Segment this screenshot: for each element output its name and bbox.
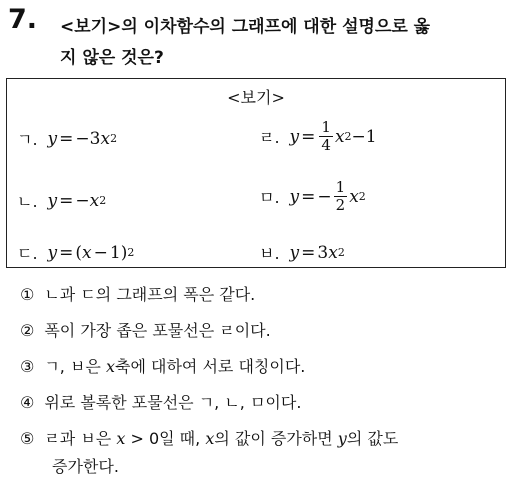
- option-number: ③: [20, 357, 35, 376]
- option-text: > 0일 때,: [125, 429, 206, 448]
- x-var: x: [82, 242, 92, 263]
- x-var: x: [349, 186, 359, 207]
- y-var: y: [289, 242, 300, 263]
- minus: −: [93, 242, 108, 263]
- y-var: y: [289, 186, 300, 207]
- numerator: 1: [321, 118, 331, 136]
- item-label: ㄹ.: [259, 128, 280, 147]
- y-var: y: [47, 128, 58, 149]
- fraction: [319, 119, 333, 154]
- constant: 1: [109, 242, 121, 263]
- item-label: ㄱ.: [17, 130, 38, 149]
- option-number: ②: [20, 321, 35, 340]
- x-var: x: [328, 242, 338, 263]
- option-number: ④: [20, 393, 35, 412]
- equals: =: [301, 186, 316, 207]
- denominator: 4: [321, 136, 331, 154]
- equals: =: [301, 242, 316, 263]
- x-var: x: [116, 429, 126, 448]
- sign: −: [317, 186, 332, 207]
- x-var: x: [334, 126, 345, 147]
- option-2[interactable]: [20, 318, 271, 341]
- option-number: ⑤: [20, 429, 35, 448]
- option-number: ①: [20, 285, 35, 304]
- option-text: 의 값이 증가하면: [214, 429, 338, 448]
- option-text: 폭이 가장 좁은 포물선은 ㄹ이다.: [44, 321, 271, 340]
- option-5[interactable]: [20, 426, 398, 449]
- denominator: 2: [335, 196, 346, 214]
- constant-term: −1: [351, 126, 377, 147]
- item-label: ㄴ.: [17, 192, 38, 211]
- y-var: y: [47, 242, 58, 263]
- option-5-continuation: 증가한다.: [52, 457, 119, 476]
- item-nieun: ㄴ. y = − x 2: [17, 190, 107, 211]
- option-text: ㄹ과 ㅂ은: [44, 429, 117, 448]
- numerator: 1: [335, 178, 346, 196]
- question-text-line1: <보기>의 이차함수의 그래프에 대한 설명으로 옳: [60, 17, 431, 37]
- x-var: x: [89, 190, 100, 211]
- option-text: ㄴ과 ㄷ의 그래프의 폭은 같다.: [44, 285, 256, 304]
- x-var: x: [205, 429, 215, 448]
- item-label: ㄷ.: [17, 244, 38, 263]
- coefficient: −3: [75, 128, 101, 149]
- left-paren: (: [75, 242, 83, 263]
- x-var: x: [105, 357, 116, 376]
- question-number: 7.: [8, 4, 38, 35]
- option-4[interactable]: [20, 390, 301, 413]
- coefficient: −: [75, 190, 90, 211]
- equals: =: [301, 126, 316, 147]
- example-box-title: <보기>: [227, 88, 285, 107]
- option-3[interactable]: [20, 354, 305, 377]
- option-text: 의 값도: [346, 429, 399, 448]
- item-giyeok: ㄱ. y = −3 x 2: [17, 128, 118, 149]
- item-label: ㅂ.: [259, 244, 280, 263]
- item-bieup: ㅂ. y = 3 x 2: [259, 242, 345, 263]
- item-label: ㅁ.: [259, 188, 280, 207]
- example-box: [6, 78, 506, 268]
- equals: =: [59, 128, 74, 149]
- item-mieum: ㅁ. y = − $\frac{1}{2}$ x 2: [259, 178, 366, 214]
- coefficient: 3: [317, 242, 329, 263]
- question-text-line2: 지 않은 것은?: [60, 48, 164, 68]
- equals: =: [59, 190, 74, 211]
- option-text: 위로 볼록한 포물선은 ㄱ, ㄴ, ㅁ이다.: [44, 393, 302, 412]
- right-paren: ): [120, 242, 128, 263]
- y-var: y: [47, 190, 58, 211]
- option-text: 축에 대하여 서로 대칭이다.: [115, 357, 306, 376]
- y-var: y: [289, 126, 300, 147]
- option-text: ㄱ, ㅂ은: [44, 357, 106, 376]
- equals: =: [59, 242, 74, 263]
- y-var: y: [337, 429, 347, 448]
- item-rieul: ㄹ. y = $\frac{1}{4}$ x 2 −1: [259, 118, 377, 154]
- x-var: x: [100, 128, 111, 149]
- option-1[interactable]: [20, 282, 255, 305]
- item-digeut: ㄷ. y = ( x − 1 ) 2: [17, 242, 135, 263]
- fraction: [334, 179, 348, 214]
